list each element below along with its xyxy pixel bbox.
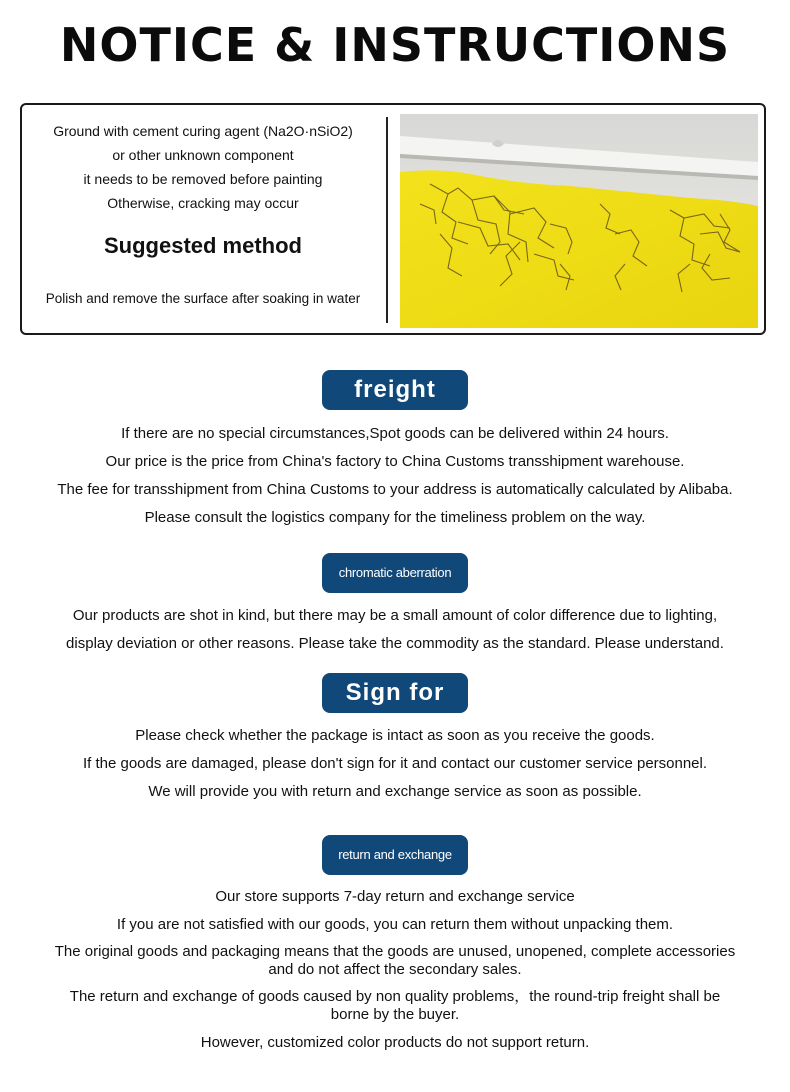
chromatic-aberration-badge: chromatic aberration: [322, 553, 468, 593]
sign-for-badge: Sign for: [322, 673, 468, 713]
notice-divider: [386, 117, 388, 323]
sign-for-text: [0, 726, 790, 810]
return-exchange-badge: return and exchange: [322, 835, 468, 875]
page-title: NOTICE & INSTRUCTIONS: [59, 18, 731, 72]
return-line: Our store supports 7-day return and exchange service: [215, 888, 575, 905]
return-line: The original goods and packaging means that the goods are unused, unopened, complete accessories: [54, 943, 736, 960]
return-exchange-text: [0, 887, 790, 1053]
notice-text: [22, 119, 384, 215]
notice-line: or other unknown component: [112, 147, 294, 163]
freight-line: If there are no special circumstances,Spot goods can be delivered within 24 hours.: [121, 425, 669, 442]
return-line: The return and exchange of goods caused by non quality problems，the round-trip freight shall be: [69, 988, 721, 1005]
notice-line: it needs to be removed before painting: [83, 171, 323, 187]
suggested-method-text: Polish and remove the surface after soaking in water: [45, 291, 361, 306]
cracked-paint-photo: [400, 114, 758, 328]
return-line: If you are not satisfied with our goods, you can return them without unpacking them.: [116, 916, 674, 933]
return-line: borne by the buyer.: [330, 1006, 460, 1023]
chromatic-text: [0, 606, 790, 662]
chromatic-line: Our products are shot in kind, but there may be a small amount of color difference due to lighting,: [72, 607, 718, 624]
notice-box: [20, 103, 766, 335]
freight-line: Please consult the logistics company for the timeliness problem on the way.: [144, 509, 646, 526]
freight-badge: freight: [322, 370, 468, 410]
return-line: However, customized color products do not support return.: [200, 1034, 590, 1051]
suggested-method-heading: Suggested method: [103, 233, 302, 258]
chromatic-line: display deviation or other reasons. Please take the commodity as the standard. Please understand.: [66, 635, 724, 652]
return-line: and do not affect the secondary sales.: [268, 961, 522, 978]
freight-text: [0, 424, 790, 536]
sign-for-line: If the goods are damaged, please don't sign for it and contact our customer service personnel.: [82, 755, 708, 772]
freight-line: Our price is the price from China's factory to China Customs transshipment warehouse.: [105, 453, 685, 470]
sign-for-line: We will provide you with return and exchange service as soon as possible.: [148, 783, 642, 800]
notice-line: Otherwise, cracking may occur: [107, 195, 299, 211]
notice-line: Ground with cement curing agent (Na2O·nSiO2): [53, 123, 353, 139]
sign-for-line: Please check whether the package is intact as soon as you receive the goods.: [135, 727, 655, 744]
freight-line: The fee for transshipment from China Customs to your address is automatically calculated by Alibaba.: [57, 481, 733, 498]
